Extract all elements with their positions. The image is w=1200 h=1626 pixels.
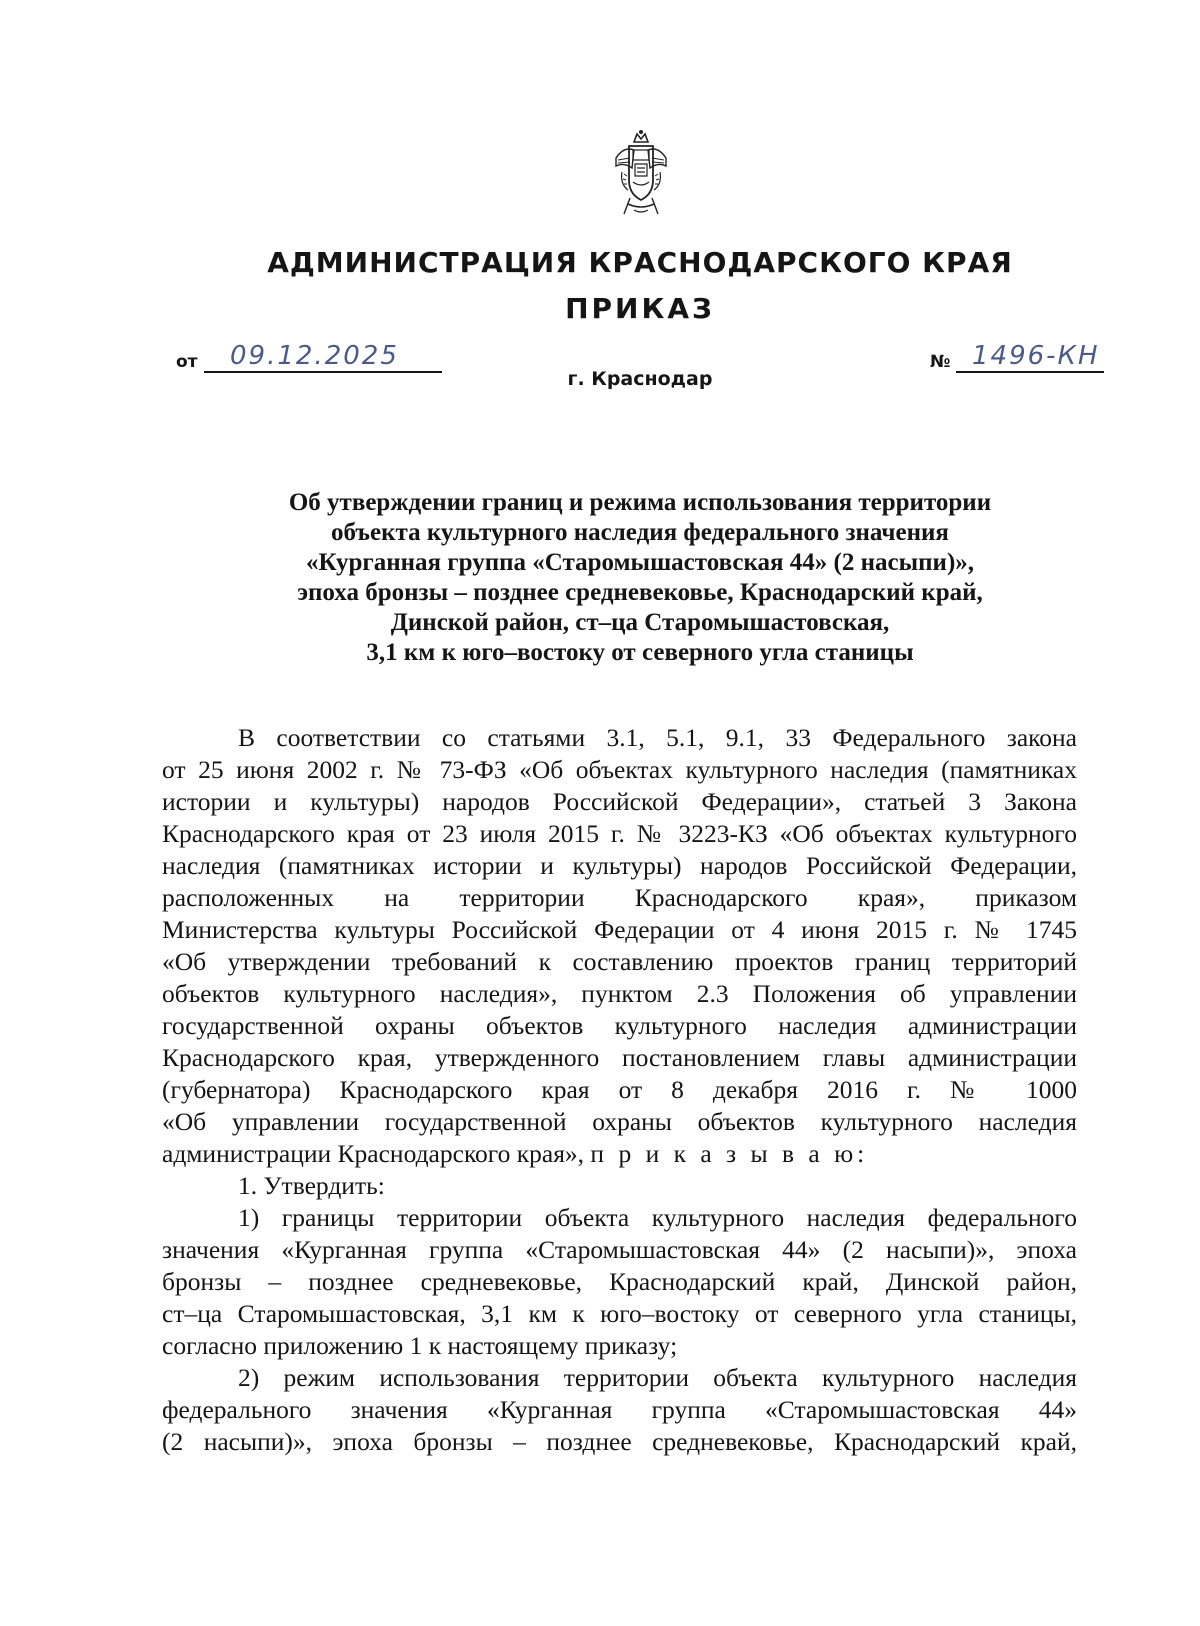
title-line: эпоха бронзы – позднее средневековье, Краснодарский край, (297, 579, 983, 606)
title-line: Динской район, ст–ца Старомышастовская, (390, 609, 890, 636)
body-line: В соответствии со статьями 3.1, 5.1, 9.1, 33 Федерального закона (238, 723, 1077, 752)
body-line: объектов культурного наследия», пунктом 2.3 Положения об управлении (162, 979, 1077, 1008)
body-line-order (162, 1138, 1077, 1170)
body-line: 1. Утвердить: (238, 1171, 385, 1200)
document-body (162, 722, 1077, 1458)
order-word: п р и к а з ы в а ю: (590, 1139, 869, 1168)
body-line: (губернатора) Краснодарского края от 8 декабря 2016 г. № 1000 (162, 1075, 1077, 1104)
body-line: истории и культуры) народов Российской Федерации», статьей 3 Закона (162, 787, 1077, 816)
body-line: государственной охраны объектов культурного наследия администрации (162, 1011, 1077, 1040)
body-line: Краснодарского края, утвержденного постановлением главы администрации (162, 1043, 1077, 1072)
document-type-heading: ПРИКАЗ (565, 292, 715, 325)
body-line: значения «Курганная группа «Старомышастовская 44» (2 насыпи)», эпоха (162, 1235, 1077, 1264)
number-label: № (930, 352, 951, 372)
title-line: объекта культурного наследия федерального значения (331, 519, 949, 546)
body-line: 1) границы территории объекта культурного наследия федерального (238, 1203, 1077, 1232)
body-line: федерального значения «Курганная группа «Старомышастовская 44» (162, 1395, 1077, 1424)
body-line-text: администрации Краснодарского края», (162, 1139, 585, 1168)
body-line: ст–ца Старомышастовская, 3,1 км к юго–востоку от северного угла станицы, (162, 1299, 1077, 1328)
body-line: «Об управлении государственной охраны объектов культурного наследия (162, 1107, 1077, 1136)
body-line: бронзы – позднее средневековье, Краснодарский край, Динской район, (162, 1267, 1077, 1296)
body-line: от 25 июня 2002 г. № 73-ФЗ «Об объектах культурного наследия (памятниках (162, 755, 1077, 784)
title-line: 3,1 км к юго–востоку от северного угла станицы (366, 639, 914, 666)
title-line: «Курганная группа «Старомышастовская 44» (2 насыпи)», (305, 549, 975, 576)
body-line: расположенных на территории Краснодарского края», приказом (162, 883, 1077, 912)
number-value: 1496-КН (972, 341, 1100, 371)
document-title (160, 488, 1120, 668)
city-name: г. Краснодар (567, 368, 713, 390)
body-line: согласно приложению 1 к настоящему приказу; (162, 1331, 678, 1360)
coat-of-arms-icon (610, 128, 672, 220)
title-line: Об утверждении границ и режима использования территории (288, 489, 992, 516)
body-line: 2) режим использования территории объекта культурного наследия (238, 1363, 1077, 1392)
body-line: Краснодарского края от 23 июля 2015 г. № 3223-КЗ «Об объектах культурного (162, 819, 1077, 848)
organization-name: АДМИНИСТРАЦИЯ КРАСНОДАРСКОГО КРАЯ (267, 246, 1013, 279)
body-line: «Об утверждении требований к составлению проектов границ территорий (162, 947, 1077, 976)
date-label: от (176, 352, 198, 372)
body-line: Министерства культуры Российской Федерации от 4 июня 2015 г. № 1745 (162, 915, 1077, 944)
body-line: наследия (памятниках истории и культуры) народов Российской Федерации, (162, 851, 1077, 880)
date-value: 09.12.2025 (230, 341, 399, 371)
body-line: (2 насыпи)», эпоха бронзы – позднее средневековье, Краснодарский край, (162, 1427, 1077, 1456)
